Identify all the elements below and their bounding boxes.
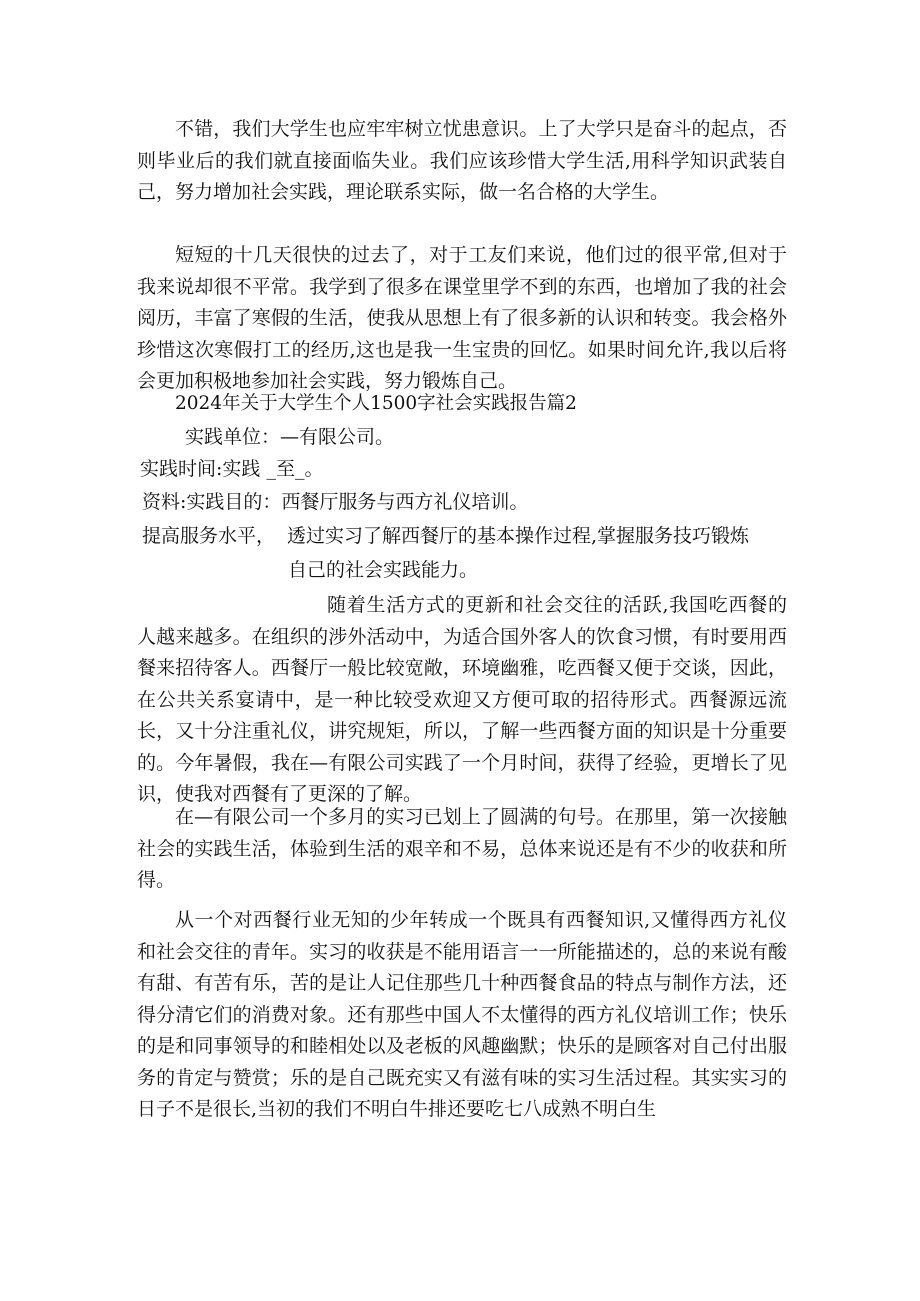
improve-label: 提高服务水平， — [142, 525, 276, 547]
paragraph-4: 在—有限公司一个多月的实习已划上了圆满的句号。在那里，第一次接触社会的实践生活，体验到生活的艰辛和不易，总体来说还是有不少的收获和所得。 — [137, 806, 787, 891]
improve-text: 透过实习了解西餐厅的基本操作过程,掌握服务技巧锻炼 — [287, 525, 750, 547]
practice-unit: 实践单位：—有限公司。 — [185, 426, 395, 448]
paragraph-2: 短短的十几天很快的过去了，对于工友们来说，他们过的很平常,但对于我来说却很不平常。我学到了很多在课堂里学不到的东西，也增加了我的社会阅历，丰富了寒假的生活，使我从思想上有了很多新的认识和转变。我会格外珍惜这次寒假打工的经历,这也是我一生宝贵的回忆。如果时间允许,我以后将会更加积极地参加社会实践，努力锻炼自己。 — [137, 244, 787, 392]
practice-time: 实践时间:实践 _至_。 — [140, 458, 324, 480]
paragraph-1: 不错，我们大学生也应牢牢树立忧患意识。上了大学只是奋斗的起点，否则毕业后的我们就直接面临失业。我们应该珍惜大学生活,用科学知识武装自己，努力增加社会实践，理论联系实际，做一名合格的大学生。 — [137, 118, 787, 203]
paragraph-5: 从一个对西餐行业无知的少年转成一个既具有西餐知识,又懂得西方礼仪和社会交往的青年。实习的收获是不能用语言一一所能描述的，总的来说有酸有甜、有苦有乐，苦的是让人记住那些几十种西餐食品的特点与制作方法，还得分清它们的消费对象。还有那些中国人不太懂得的西方礼仪培训工作；快乐的是和同事领导的和睦相处以及老板的风趣幽默；快乐的是顾客对自己付出服务的肯定与赞赏；乐的是自己既充实又有滋有味的实习生活过程。其实实习的日子不是很长,当初的我们不明白牛排还要吃七八成熟不明白生 — [137, 909, 787, 1120]
section-heading: 2024年关于大学生个人1500字社会实践报告篇2 — [175, 393, 577, 414]
paragraph-3: 随着生活方式的更新和社会交往的活跃,我国吃西餐的人越来越多。在组织的涉外活动中，为适合国外客人的饮食习惯，有时要用西餐来招待客人。西餐厅一般比较宽敞，环境幽雅，吃西餐又便于交谈，因此，在公共关系宴请中，是一种比较受欢迎又方便可取的招待形式。西餐源远流长，又十分注重礼仪，讲究规矩，所以，了解一些西餐方面的知识是十分重要的。今年暑假，我在—有限公司实践了一个月时间，获得了经验，更增长了见识，使我对西餐有了更深的了解。 — [137, 594, 787, 805]
improve-text-continued: 自己的社会实践能力。 — [288, 559, 479, 581]
practice-purpose: 资料:实践目的：西餐厅服务与西方礼仪培训。 — [142, 491, 529, 513]
